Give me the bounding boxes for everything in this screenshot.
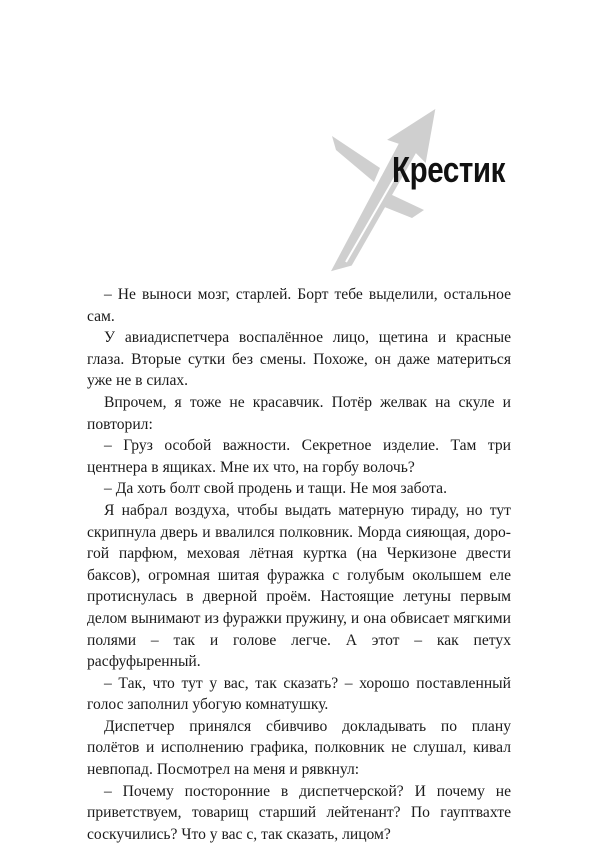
chapter-title: Крестик [392, 149, 506, 190]
paragraph: – Не выноси мозг, старлей. Борт тебе выделили, остальное сам. [87, 286, 511, 325]
arrow-left-wing [332, 136, 380, 182]
arrow-right-wing [382, 194, 424, 218]
paragraph: У авиадиспетчера воспалённое лицо, щетина и красные глаза. Вторые сутки без смены. Похоже, он даже материться уже не в силах. [87, 329, 511, 390]
paragraph: Диспетчер принялся сбивчиво докладывать по плану полётов и исполнению графика, полковник не слушал, кивал невпопад. Посмотрел на меня и рявкнул: [87, 717, 511, 779]
paragraph: Я набрал воздуха, чтобы выдать матерную тираду, но тут скрипнула дверь и ввалился полковник. Морда сияющая, дорогой парфюм, меховая лётная куртка (на Черкизоне двести баксов), огромная шитая фуражка с голубым околышем еле протиснулась в дверной проём. Настоящие летуны первым делом вынимают из фуражки пружину, и она обвисает мягкими полями – так и голове легче. А этот – как петух расфуфыренный. [87, 501, 511, 671]
chapter-body [87, 284, 511, 845]
paragraph: – Груз особой важности. Секретное изделие. Там три центнера в ящиках. Мне их что, на горбу волочь? [87, 437, 511, 476]
arrow-shaft [330, 108, 436, 272]
paragraph: – Почему посторонние в диспетчерской? И почему не приветствуем, товарищ старший лейтенант? По гауптвахте соскучились? Что у вас с, так сказать, лицом? [87, 782, 511, 843]
paragraph: – Да хоть болт свой продень и тащи. Не моя забота. [104, 480, 447, 498]
paragraph: Впрочем, я тоже не красавчик. Потёр желвак на скуле и повторил: [87, 393, 511, 433]
arrow-emblem-icon [328, 106, 438, 274]
paragraph: – Так, что тут у вас, так сказать? – хорошо поставленный голос заполнил убогую комнатушку. [87, 674, 511, 714]
